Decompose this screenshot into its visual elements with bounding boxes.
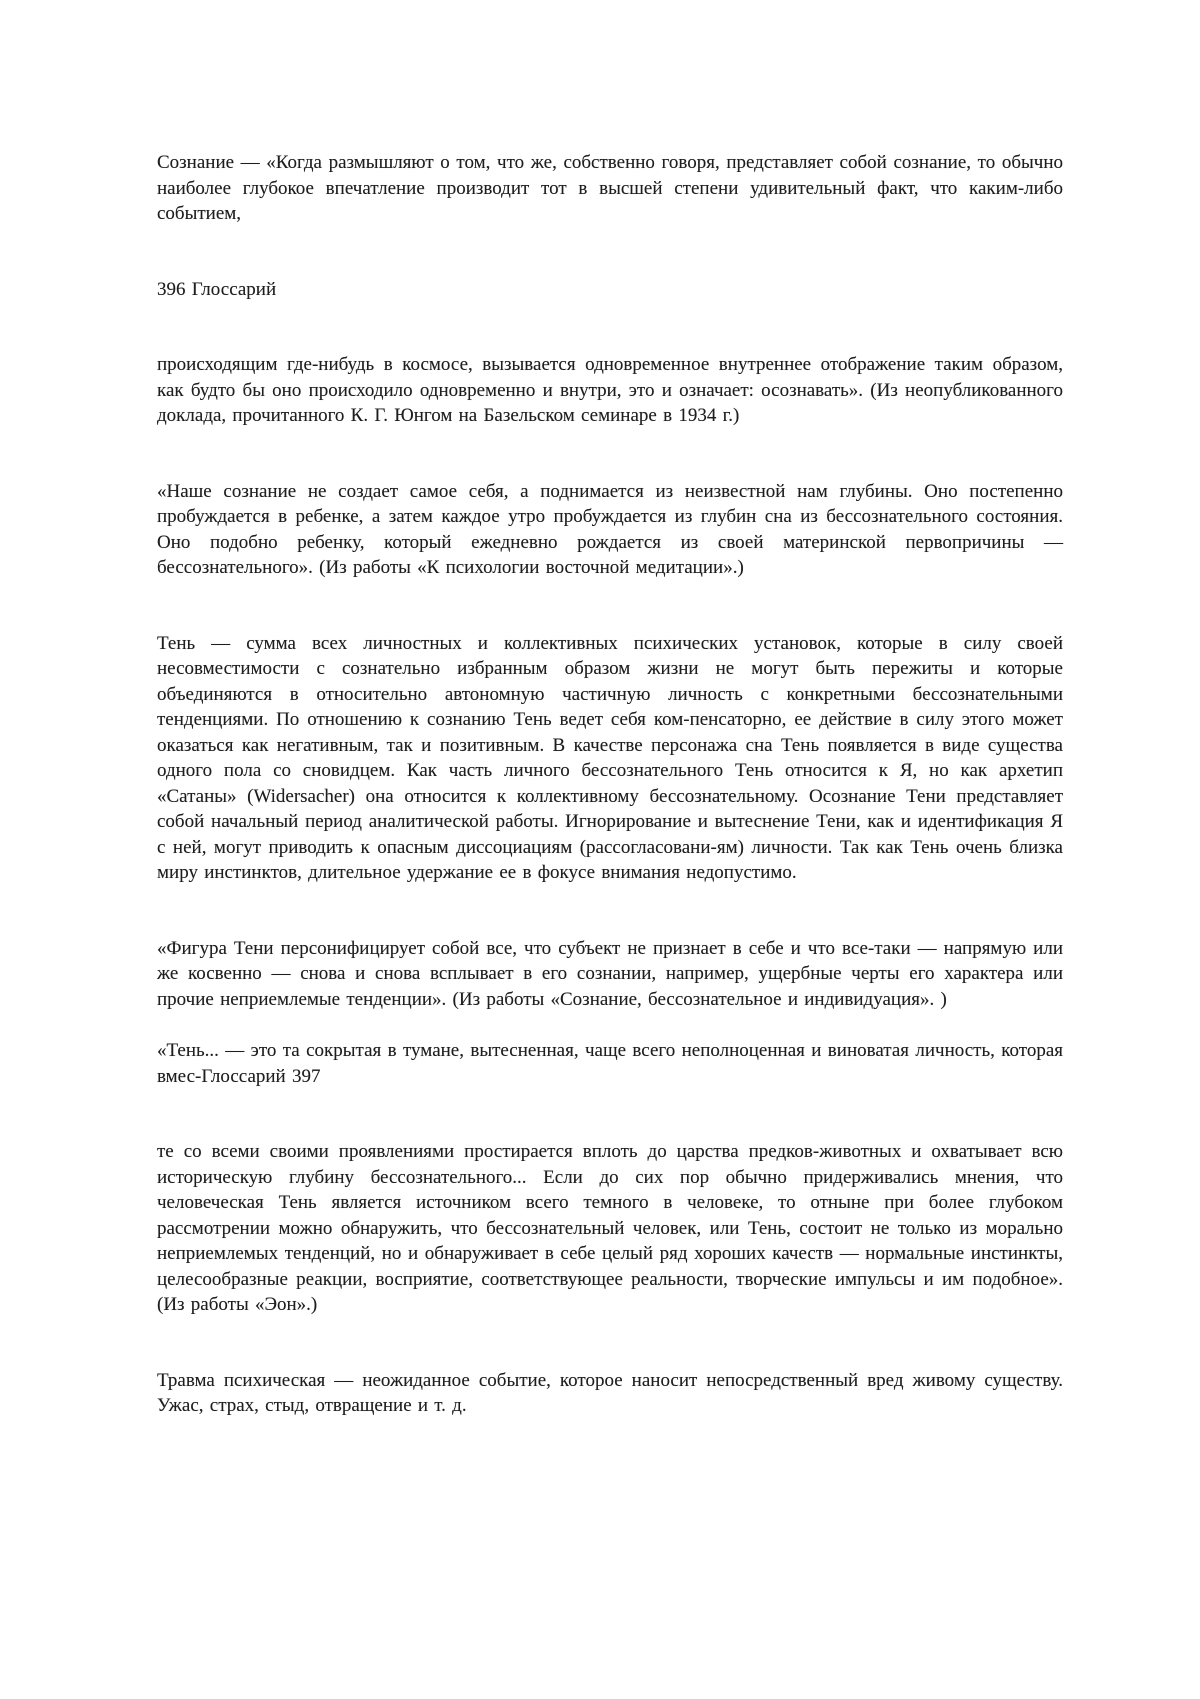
quote-ten-part1: «Тень... — это та сокрытая в тумане, вытесненная, чаще всего неполноценная и виноватая личность, которая вмес-Глоссарий 397 (157, 1040, 1063, 1087)
scanned-book-page (157, 150, 1063, 1419)
quote-nashe-soznanie: «Наше сознание не создает самое себя, а поднимается из неизвестной нам глубины. Оно постепенно пробуждается в ребенке, а затем каждое утро пробуждается из глубин сна из бессознательного состояния. Оно подобно ребенку, который ежедневно рождается из своей материнской первопричины — бессознательного». (Из работы «К психологии восточной медитации».) (157, 480, 1063, 578)
entry-ten-definition: Тень — сумма всех личностных и коллективных психических установок, которые в силу своей несовместимости с сознательно избранным образом жизни не могут быть пережиты и которые объединяются в относительно автономную частичную личность с конкретными бессознательными тенденциями. По отношению к сознанию Тень ведет себя ком-пенсаторно, ее действие в силу этого может оказаться как негативным, так и позитивным. В качестве персонажа сна Тень появляется в виде существа одного пола со сновидцем. Как часть личного бессознательного Тень относится к Я, но как архетип «Сатаны» (Widersacher) она относится к коллективному бессознательному. Осознание Тени представляет собой начальный период аналитической работы. Игнорирование и вытеснение Тени, как и идентификация Я с ней, могут приводить к опасным диссоциациям (рассогласовани-ям) личности. Так как Тень очень близка миру инстинктов, длительное удержание ее в фокусе внимания недопустимо. (157, 632, 1063, 883)
entry-travma: Травма психическая — неожиданное событие, которое наносит непосредственный вред живому существу. Ужас, страх, стыд, отвращение и т. д. (157, 1369, 1063, 1416)
running-head-396: 396 Глоссарий (157, 278, 277, 300)
quote-figura-teni: «Фигура Тени персонифицирует собой все, что субъект не признает в себе и что все-таки — напрямую или же косвенно — снова и снова всплывает в его сознании, например, ущербные черты его характера или прочие неприемлемые тенденции». (Из работы «Сознание, бессознательное и индивидуация». ) (157, 937, 1063, 1010)
quote-ten-part2: те со всеми своими проявлениями простирается вплоть до царства предков-животных и охватывает всю историческую глубину бессознательного... Если до сих пор обычно придерживались мнения, что человеческая Тень является источником всего темного в человеке, то отныне при более глубоком рассмотрении можно обнаружить, что бессознательный человек, или Тень, состоит не только из морально неприемлемых тенденций, но и обнаруживает в себе целый ряд хороших качеств — нормальные инстинкты, целесообразные реакции, восприятие, соответствующее реальности, творческие импульсы и им подобное». (Из работы «Эон».) (157, 1141, 1063, 1315)
entry-soznanie-part2: происходящим где-нибудь в космосе, вызывается одновременное внутреннее отображение таким образом, как будто бы оно происходило одновременно и внутри, это и означает: осознавать». (Из неопубликованного доклада, прочитанного К. Г. Юнгом на Базельском семинаре в 1934 г.) (157, 354, 1063, 426)
entry-soznanie-part1: Сознание — «Когда размышляют о том, что же, собственно говоря, представляет собой сознание, то обычно наиболее глубокое впечатление производит тот в высшей степени удивительный факт, что каким-либо событием, (157, 152, 1063, 224)
